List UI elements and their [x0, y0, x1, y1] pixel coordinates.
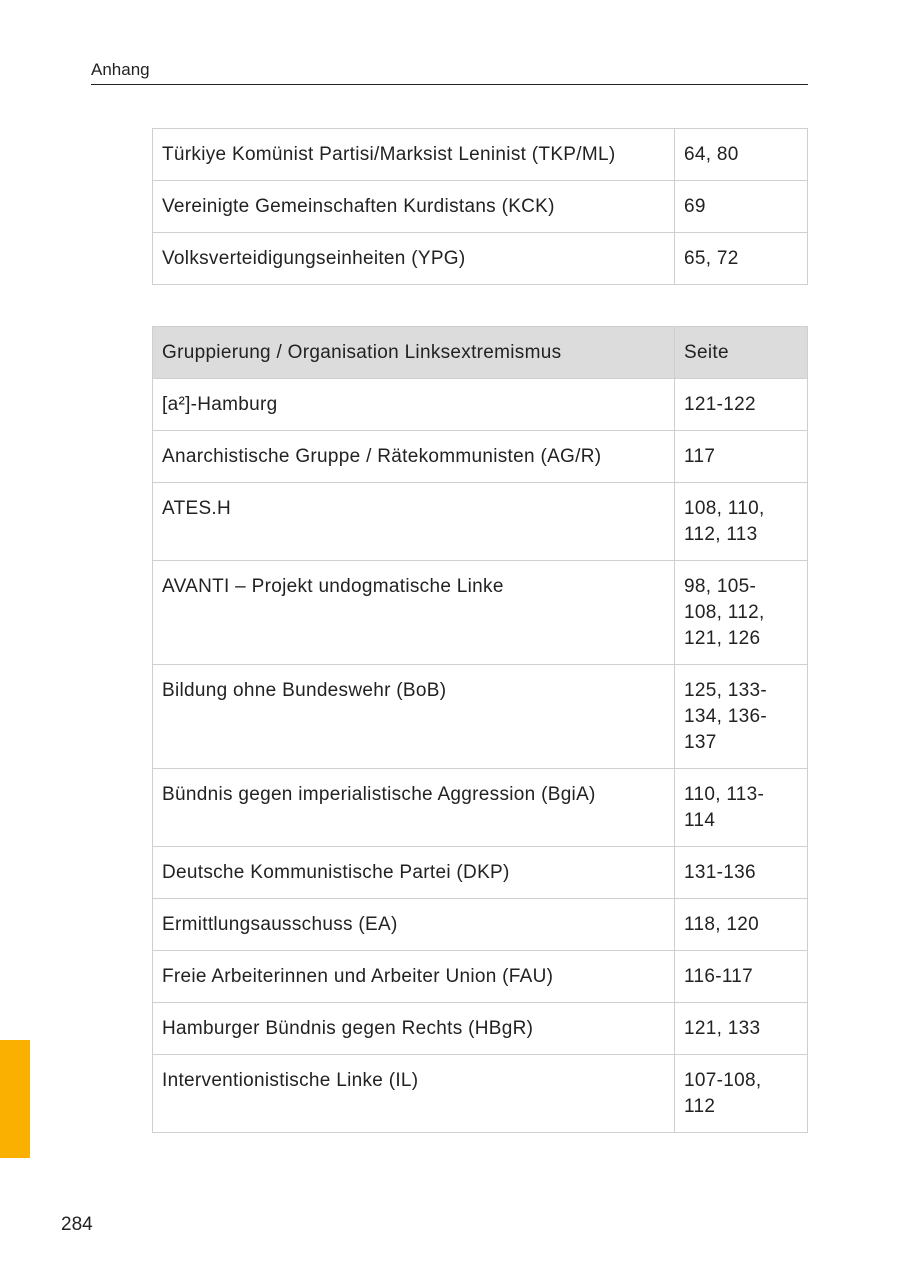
organisation-name: [a²]-Hamburg: [153, 379, 675, 431]
organisation-name: Vereinigte Gemeinschaften Kurdistans (KCK): [153, 181, 675, 233]
column-header-page: Seite: [675, 327, 808, 379]
page-references: 118, 120: [675, 899, 808, 951]
table-row: [153, 769, 808, 847]
table-row: [153, 899, 808, 951]
organisation-name: Anarchistische Gruppe / Rätekommunisten (AG/R): [153, 431, 675, 483]
page-references: 110, 113- 114: [675, 769, 808, 847]
left-extremism-table: [152, 326, 808, 1133]
organisation-name: Freie Arbeiterinnen und Arbeiter Union (FAU): [153, 951, 675, 1003]
table-row: [153, 665, 808, 769]
table-row: [153, 379, 808, 431]
table-row: [153, 561, 808, 665]
table-row: [153, 129, 808, 181]
organisation-name: Bündnis gegen imperialistische Aggression (BgiA): [153, 769, 675, 847]
organisation-name: ATES.H: [153, 483, 675, 561]
organisation-name: Hamburger Bündnis gegen Rechts (HBgR): [153, 1003, 675, 1055]
chapter-tab-marker: [0, 1040, 30, 1158]
page-references: 64, 80: [675, 129, 808, 181]
organisation-name: Türkiye Komünist Partisi/Marksist Leninist (TKP/ML): [153, 129, 675, 181]
table-row: [153, 483, 808, 561]
organization-table-continued: [152, 128, 808, 285]
table-header-row: [153, 327, 808, 379]
page-references: 125, 133- 134, 136- 137: [675, 665, 808, 769]
organisation-name: Ermittlungsausschuss (EA): [153, 899, 675, 951]
column-header-organisation: Gruppierung / Organisation Linksextremismus: [153, 327, 675, 379]
page-references: 108, 110, 112, 113: [675, 483, 808, 561]
running-header: Anhang: [91, 60, 150, 79]
table-row: [153, 233, 808, 285]
page-references: 121, 133: [675, 1003, 808, 1055]
table-row: [153, 951, 808, 1003]
page-references: 107-108, 112: [675, 1055, 808, 1133]
organisation-name: Deutsche Kommunistische Partei (DKP): [153, 847, 675, 899]
organisation-name: Interventionistische Linke (IL): [153, 1055, 675, 1133]
page-references: 98, 105- 108, 112, 121, 126: [675, 561, 808, 665]
table-row: [153, 847, 808, 899]
table-row: [153, 181, 808, 233]
table-row: [153, 1055, 808, 1133]
header-rule: [91, 84, 808, 85]
page-references: 131-136: [675, 847, 808, 899]
page-references: 69: [675, 181, 808, 233]
table-row: [153, 1003, 808, 1055]
organisation-name: Volksverteidigungseinheiten (YPG): [153, 233, 675, 285]
page-references: 116-117: [675, 951, 808, 1003]
page-references: 117: [675, 431, 808, 483]
page-number: 284: [61, 1214, 93, 1235]
page-references: 65, 72: [675, 233, 808, 285]
organisation-name: AVANTI – Projekt undogmatische Linke: [153, 561, 675, 665]
table-row: [153, 431, 808, 483]
page-references: 121-122: [675, 379, 808, 431]
organisation-name: Bildung ohne Bundeswehr (BoB): [153, 665, 675, 769]
